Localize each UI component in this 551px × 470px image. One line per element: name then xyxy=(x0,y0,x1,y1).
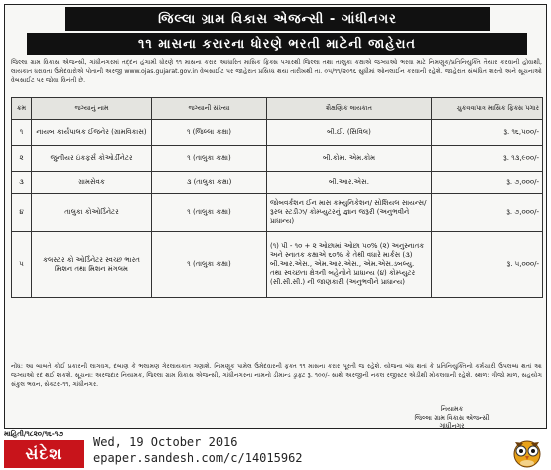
row-pay: રૂ. ૭,૦૦૦/- xyxy=(432,172,543,194)
row-serial: ૨ xyxy=(12,146,32,172)
row-serial: ૪ xyxy=(12,194,32,232)
row-qualification: જોબવર્કશન ઈન માસ કમ્યુનિકેશન/ સોશિયલ સાયન્સ/ રૂરલ સ્ટડીઝ/ કોમ્પ્યુટરનું જ્ઞાન જરૂરી (અનુભવીને પ્રાધાન્ય) xyxy=(267,194,432,232)
row-post-count: ૩ (તાલુકા કક્ષા) xyxy=(152,172,267,194)
footer-notes: નોંધ: આ બાબતે કોઈ પ્રકારની લાગવગ, દબાણ કે ભલામણ ગેરલાયકાત ગણાશે. નિમણૂક પામેલ ઉમેદવારની ફક્ત ૧૧ માસના કરાર પૂરતી જ રહેશે. યોજના બંધ થતાં કે પ્રતિનિયુક્તિનો કર્મચારી ઉપલબ્ધ થતાં આ જગ્યાઓ રદ થઈ શકશે. સૂચના: અરજદાર નિયામક, જિલ્લા ગ્રામ વિકાસ એજન્સી, ગાંધીનગરના નામનો ડીમાન્ડ ડ્રાફ્ટ રૂ. ૧૦૦/- સાથે અરજીની નકલ રજીસ્ટર એડીથી મોકલવાની રહેશે. સ્થળ: ત્રીજો માળ, સહયોગ સંકુલ ભવન, સેક્ટર-૧૧, ગાંધીનગર. xyxy=(11,363,542,388)
row-post-count: ૧ (જિલ્લા કક્ષા) xyxy=(152,120,267,146)
signature-org: જિલ્લા ગ્રામ વિકાસ એજન્સી xyxy=(414,413,490,422)
row-qualification: (૧) પી - ૧૦ + ૨ ઓછામાં ઓછા ૫૦% (૨) અનુસ્નાતક અને સ્નાતક કક્ષાએ ૬૦% કે તેથી વધારે માર્કસ (૩) બી.આર.એસ., એમ.આર.એસ., એમ.એસ.ડબલ્યુ. તથા સ્વચ્છતા ક્ષેત્રની બહેનોને પ્રાધાન્ય (૪) કોમ્પ્યુટર (સી.સી.સી.) ની જાણકારી (અનુભવીને પ્રાધાન્ય) xyxy=(267,232,432,298)
row-post-count: ૧ (તાલુકા કક્ષા) xyxy=(152,146,267,172)
header-pay: ચુકવવાપાત્ર માસિક ફિક્સ પગાર xyxy=(432,98,543,120)
row-post-count: ૧ (તાલુકા કક્ષા) xyxy=(152,232,267,298)
table-header-row xyxy=(12,98,543,120)
header-qualification: શૈક્ષણિક લાયકાત xyxy=(267,98,432,120)
row-serial: ૫ xyxy=(12,232,32,298)
row-post-name: નાયબ કાર્યપાલક ઈજનેર (ગ્રામવિકાસ) xyxy=(32,120,152,146)
banner-heading: ૧૧ માસના કરારના ધોરણે ભરતી માટેની જાહેરાત xyxy=(27,33,527,55)
row-post-count: ૧ (તાલુકા કક્ષા) xyxy=(152,194,267,232)
sandesh-logo: સંદેશ xyxy=(4,440,84,468)
row-post-name: ગ્રામસેવક xyxy=(32,172,152,194)
header-serial: ક્રમ xyxy=(12,98,32,120)
table-row xyxy=(12,232,543,298)
table-row xyxy=(12,146,543,172)
table-row xyxy=(12,194,543,232)
row-serial: ૩ xyxy=(12,172,32,194)
row-pay: રૂ. ૫,૦૦૦/- xyxy=(432,232,543,298)
table-row xyxy=(12,120,543,146)
posts-table xyxy=(11,97,543,298)
advertisement xyxy=(4,4,547,429)
header-post-name: જગ્યાનું નામ xyxy=(32,98,152,120)
row-post-name: જુનીયર ઇંકફર્સ કોઓર્ડીનેટર xyxy=(32,146,152,172)
reference-number: માહિતી/૧૮૨૦/૧૬-૧૭ xyxy=(4,430,64,438)
edition-url[interactable]: epaper.sandesh.com/c/14015962 xyxy=(93,451,303,465)
row-serial: ૧ xyxy=(12,120,32,146)
row-qualification: બી.ઈ. (સિવિલ) xyxy=(267,120,432,146)
edition-date: Wed, 19 October 2016 xyxy=(93,435,238,449)
intro-paragraph: જિલ્લા ગ્રામ વિકાસ એજન્સી, ગાંધીનગરમાં તદ્દન હંગામી ધોરણે ૧૧ માસના કરાર આધારિત માસિક ફિક્સ પગારથી જિલ્લા તથા તાલુકા કક્ષાએ જગ્યાઓ ભરવા માટે નિમણૂક/પ્રતિનિયુક્તિ તૈયાર કરવાની હોવાથી, લાયકાત ધરાવતા ઉમેદવારોએ પોતાની અરજી www.ojas.gujarat.gov.in વેબસાઈટ પર જાહેરાત પ્રસિધ્ધ થયા તારીખથી તા. ૦૫/૧૧/૨૦૧૬ સુધીમાં ઓનલાઈન કરવાની રહેશે. જાહેરાત સંબંધિત શરતો અને સૂચનાઓ વેબસાઈટ પર જોવા વિનંતી છે. xyxy=(11,59,542,84)
signature-block xyxy=(372,405,532,431)
row-qualification: બી.કોમ. એમ.કોમ xyxy=(267,146,432,172)
edition-info xyxy=(93,434,303,466)
row-pay: રૂ. ૭,૦૦૦/- xyxy=(432,194,543,232)
table-row xyxy=(12,172,543,194)
row-qualification: બી.આર.એસ. xyxy=(267,172,432,194)
row-post-name: કલસ્ટર કો ઓર્ડિનેટર સ્વચ્છ ભારત મિશન તથા મિશન મંગલમ xyxy=(32,232,152,298)
signature-place: ગાંધીનગર xyxy=(439,422,465,430)
row-post-name: તાલુકા કોઓર્ડિનેટર xyxy=(32,194,152,232)
header-post-count: જગ્યાની સંખ્યા xyxy=(152,98,267,120)
banner-title: જિલ્લા ગ્રામ વિકાસ એજન્સી - ગાંધીનગર xyxy=(65,7,490,31)
signature-title: નિયામક xyxy=(440,405,464,413)
row-pay: રૂ. ૧૩,૯૦૦/- xyxy=(432,146,543,172)
owl-icon xyxy=(507,432,547,468)
row-pay: રૂ. ૧૬,૫૦૦/- xyxy=(432,120,543,146)
